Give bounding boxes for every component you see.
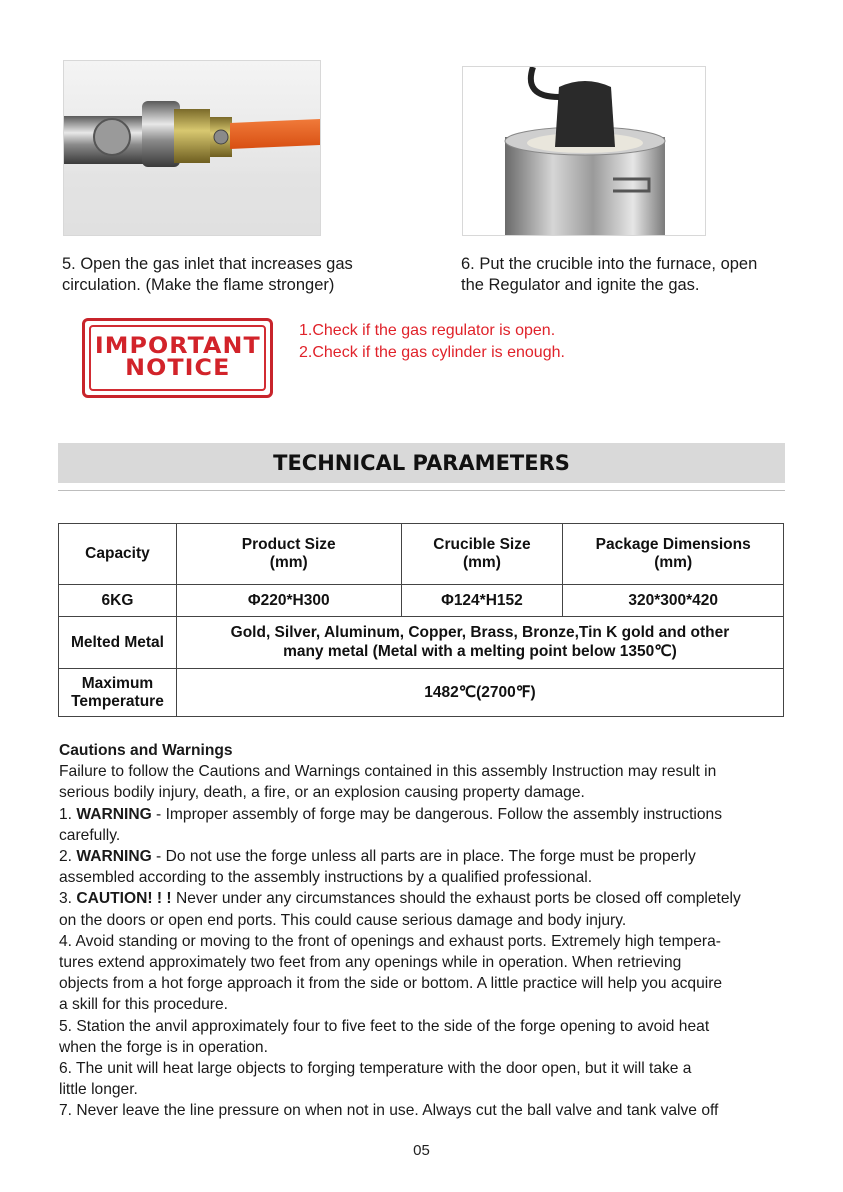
caution-item-1-cont: carefully. bbox=[59, 826, 121, 844]
item3-keyword: CAUTION! ! ! bbox=[76, 890, 172, 908]
badge-word-important: IMPORTANT bbox=[94, 334, 261, 359]
step6-caption bbox=[461, 254, 801, 296]
header-package-dimensions bbox=[563, 524, 784, 585]
item1-number: 1. bbox=[59, 805, 77, 823]
caution-item-2-cont: assembled according to the assembly instructions by a qualified professional. bbox=[59, 869, 593, 887]
melted-metal-line1: Gold, Silver, Aluminum, Copper, Brass, Bronze,Tin K gold and other bbox=[230, 624, 730, 641]
cell-package-dimensions: 320*300*420 bbox=[563, 585, 784, 617]
caution-item-3 bbox=[59, 888, 787, 909]
page-number: 05 bbox=[413, 1142, 430, 1159]
caution-item-1 bbox=[59, 804, 787, 825]
max-temp-label2: Temperature bbox=[71, 692, 164, 710]
caution-item-4-line3: objects from a hot forge approach it from the side or bottom. A little practice will help you acquire bbox=[59, 975, 723, 993]
item2-text: - Do not use the forge unless all parts are in place. The forge must be properly bbox=[151, 848, 696, 866]
step5-line2: circulation. (Make the flame stronger) bbox=[62, 276, 335, 294]
item1-text: - Improper assembly of forge may be dangerous. Follow the assembly instructions bbox=[151, 805, 723, 823]
section-divider bbox=[58, 490, 785, 491]
table-header-row bbox=[59, 524, 784, 585]
cell-product-size: Φ220*H300 bbox=[176, 585, 401, 617]
step5-caption bbox=[62, 254, 422, 296]
crucible-furnace-photo bbox=[462, 66, 706, 236]
table-row bbox=[59, 617, 784, 669]
cell-crucible-size: Φ124*H152 bbox=[401, 585, 563, 617]
notice-line1: 1.Check if the gas regulator is open. bbox=[299, 322, 556, 339]
cell-melted-metal-label: Melted Metal bbox=[59, 617, 177, 669]
step5-line1: 5. Open the gas inlet that increases gas bbox=[62, 255, 353, 273]
table-row bbox=[59, 585, 784, 617]
header-package-label: Package Dimensions bbox=[595, 536, 751, 553]
header-crucible-size-unit: (mm) bbox=[462, 554, 501, 571]
cell-melted-metal-value bbox=[176, 617, 783, 669]
important-notice-badge bbox=[82, 318, 273, 398]
caution-item-3-cont: on the doors or open end ports. This could cause serious damage and body injury. bbox=[59, 911, 627, 929]
caution-item-5-line1: 5. Station the anvil approximately four to five feet to the side of the forge opening to avoid heat bbox=[59, 1017, 710, 1035]
header-capacity: Capacity bbox=[59, 524, 177, 585]
cautions-intro-line1: Failure to follow the Cautions and Warnings contained in this assembly Instruction may result in bbox=[59, 763, 717, 781]
header-product-size-unit: (mm) bbox=[269, 554, 308, 571]
cautions-section bbox=[59, 740, 787, 1122]
cell-max-temp-label bbox=[59, 669, 177, 717]
header-package-unit: (mm) bbox=[654, 554, 693, 571]
step6-line1: 6. Put the crucible into the furnace, open bbox=[461, 255, 758, 273]
gas-valve-photo bbox=[63, 60, 321, 236]
caution-item-5-line2: when the forge is in operation. bbox=[59, 1038, 268, 1056]
item1-keyword: WARNING bbox=[76, 805, 152, 823]
notice-line2: 2.Check if the gas cylinder is enough. bbox=[299, 344, 565, 361]
caution-item-6-line1: 6. The unit will heat large objects to forging temperature with the door open, but it will take a bbox=[59, 1060, 692, 1078]
caution-item-4-line4: a skill for this procedure. bbox=[59, 996, 229, 1014]
cell-capacity: 6KG bbox=[59, 585, 177, 617]
cautions-heading: Cautions and Warnings bbox=[59, 742, 233, 759]
max-temp-label1: Maximum bbox=[81, 674, 154, 692]
cell-max-temp-value: 1482℃(2700℉) bbox=[176, 669, 783, 717]
notice-text bbox=[299, 320, 739, 364]
badge-word-notice: NOTICE bbox=[124, 356, 231, 381]
item3-number: 3. bbox=[59, 890, 77, 908]
item2-keyword: WARNING bbox=[76, 848, 152, 866]
technical-parameters-table bbox=[58, 523, 784, 717]
header-crucible-size bbox=[401, 524, 563, 585]
caution-item-2 bbox=[59, 846, 787, 867]
section-title-bar bbox=[58, 443, 785, 483]
header-product-size-label: Product Size bbox=[241, 536, 336, 553]
item2-number: 2. bbox=[59, 848, 77, 866]
step6-line2: the Regulator and ignite the gas. bbox=[461, 276, 700, 294]
melted-metal-line2: many metal (Metal with a melting point below 1350℃) bbox=[283, 643, 677, 660]
gas-valve-illustration bbox=[64, 61, 320, 235]
item3-text: Never under any circumstances should the exhaust ports be closed off completely bbox=[171, 890, 741, 908]
caution-item-4-line1: 4. Avoid standing or moving to the front of openings and exhaust ports. Extremely high tempera- bbox=[59, 932, 721, 950]
cautions-intro-line2: serious bodily injury, death, a fire, or an explosion causing property damage. bbox=[59, 784, 585, 802]
header-crucible-size-label: Crucible Size bbox=[433, 536, 531, 553]
crucible-furnace-illustration bbox=[463, 67, 705, 235]
header-product-size bbox=[176, 524, 401, 585]
important-notice-badge-inner bbox=[89, 325, 266, 391]
section-title: TECHNICAL PARAMETERS bbox=[273, 451, 570, 475]
caution-item-6-line2: little longer. bbox=[59, 1081, 138, 1099]
caution-item-7-line1: 7. Never leave the line pressure on when not in use. Always cut the ball valve and tank valve off bbox=[59, 1102, 719, 1120]
caution-item-4-line2: tures extend approximately two feet from any openings while in operation. When retrieving bbox=[59, 954, 682, 972]
table-row bbox=[59, 669, 784, 717]
